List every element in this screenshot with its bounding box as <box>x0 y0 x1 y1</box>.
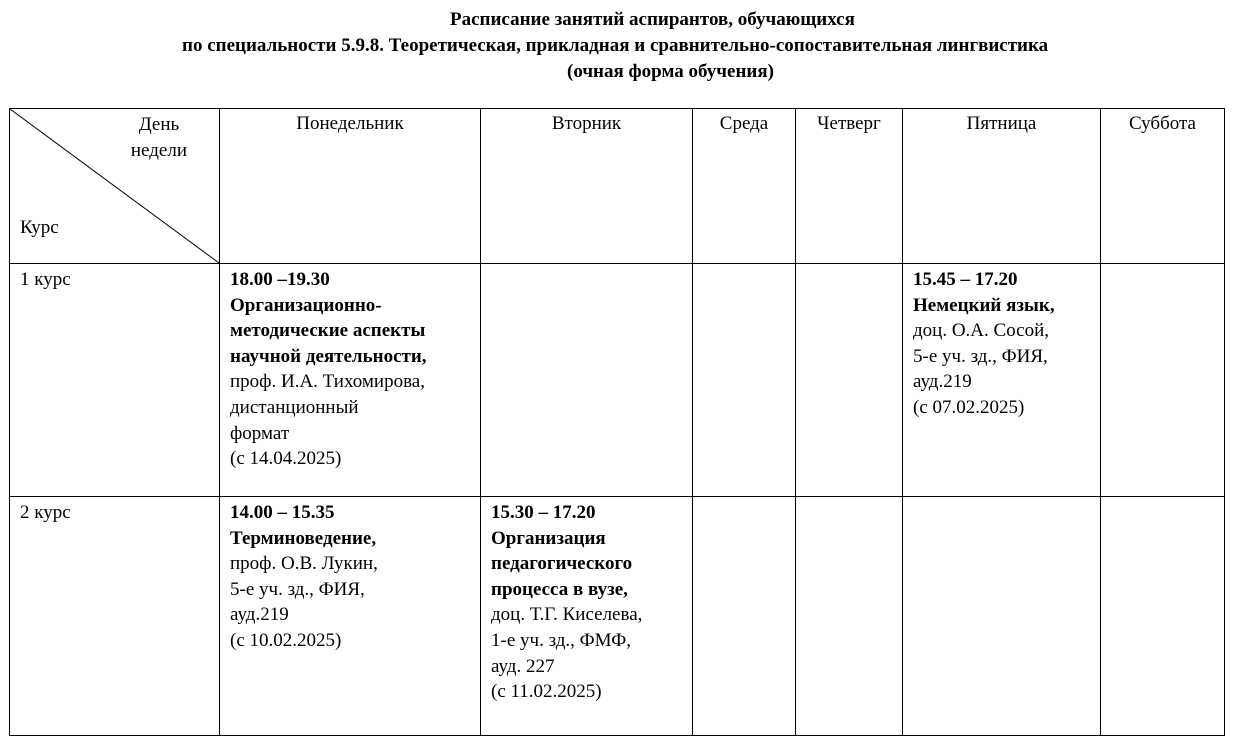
day-label-line-2: недели <box>130 139 187 161</box>
class-detail: формат <box>230 422 290 444</box>
class-detail: 5-е уч. зд., ФИЯ, <box>913 345 1048 367</box>
table-row-course-2 <box>10 497 1225 736</box>
class-cell-tuesday <box>481 497 693 736</box>
class-detail: 5-е уч. зд., ФИЯ, <box>230 578 365 600</box>
class-detail: (с 07.02.2025) <box>913 396 1025 418</box>
class-detail: (с 14.04.2025) <box>230 448 342 470</box>
class-subject-line: методические аспекты <box>230 320 426 342</box>
class-detail: доц. О.А. Сосой, <box>913 320 1050 342</box>
header-friday: Пятница <box>903 109 1101 264</box>
header-row <box>10 109 1225 264</box>
class-time: 14.00 – 15.35 <box>230 502 335 523</box>
course-cell: 2 курс <box>10 497 220 736</box>
class-detail: доц. Т.Г. Киселева, <box>491 604 643 626</box>
class-subject-line: Немецкий язык, <box>913 294 1055 316</box>
class-subject-line: процесса в вузе, <box>491 578 628 600</box>
class-detail: ауд.219 <box>230 604 289 626</box>
header-wednesday: Среда <box>693 109 796 264</box>
class-cell-monday <box>220 497 481 736</box>
class-detail: (с 11.02.2025) <box>491 681 602 703</box>
class-time: 15.45 – 17.20 <box>913 269 1018 290</box>
class-cell-monday <box>220 264 481 497</box>
empty-cell-saturday <box>1101 497 1225 736</box>
course-cell: 1 курс <box>10 264 220 497</box>
empty-cell-saturday <box>1101 264 1225 497</box>
header-thursday: Четверг <box>796 109 903 264</box>
header-saturday: Суббота <box>1101 109 1225 264</box>
class-detail: ауд.219 <box>913 371 972 393</box>
class-subject-line: педагогического <box>491 553 633 575</box>
empty-cell-wednesday <box>693 497 796 736</box>
class-subject-line: Организационно- <box>230 294 382 316</box>
class-detail: проф. И.А. Тихомирова, <box>230 371 425 393</box>
title-line-3: (очная форма обучения) <box>567 61 774 82</box>
class-subject-line: Терминоведение, <box>230 527 377 549</box>
empty-cell-thursday <box>796 497 903 736</box>
course-label: Курс <box>20 217 59 239</box>
day-label-line-1: День <box>138 114 180 135</box>
class-detail: ауд. 227 <box>491 655 555 677</box>
empty-cell-friday <box>903 497 1101 736</box>
class-detail: 1-е уч. зд., ФМФ, <box>491 629 632 651</box>
table-row-course-1 <box>10 264 1225 497</box>
empty-cell-tuesday <box>481 264 693 497</box>
class-detail: (с 10.02.2025) <box>230 629 342 651</box>
class-cell-friday <box>903 264 1101 497</box>
title-line-2: по специальности 5.9.8. Теоретическая, прикладная и сравнительно-сопоставительная лингвистика <box>182 35 1049 56</box>
corner-cell <box>10 109 220 264</box>
class-detail: дистанционный <box>230 396 359 418</box>
header-tuesday: Вторник <box>481 109 693 264</box>
header-monday: Понедельник <box>220 109 481 264</box>
class-subject-line: научной деятельности, <box>230 345 427 367</box>
title-line-1: Расписание занятий аспирантов, обучающихся <box>450 9 855 30</box>
day-of-week-label <box>131 112 187 163</box>
empty-cell-thursday <box>796 264 903 497</box>
schedule-table <box>9 108 1225 736</box>
class-time: 15.30 – 17.20 <box>491 502 596 523</box>
class-time: 18.00 –19.30 <box>230 269 330 290</box>
class-detail: проф. О.В. Лукин, <box>230 553 378 575</box>
class-subject-line: Организация <box>491 527 606 549</box>
empty-cell-wednesday <box>693 264 796 497</box>
